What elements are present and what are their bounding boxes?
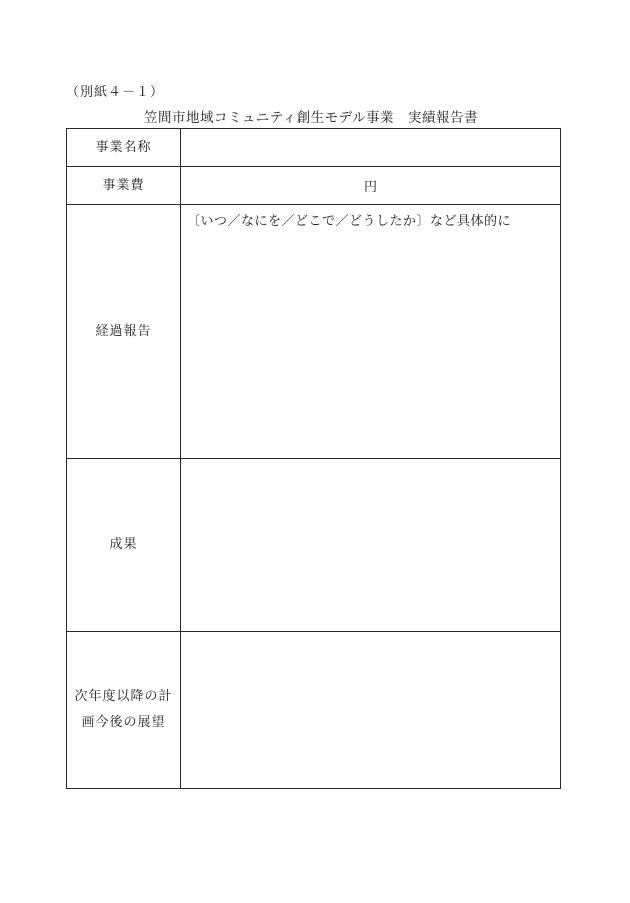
future-plan-label-line1: 次年度以降の計	[74, 689, 173, 704]
project-cost-unit: 円	[363, 180, 377, 195]
row-results	[67, 459, 561, 632]
project-name-field[interactable]	[181, 129, 561, 167]
project-cost-field[interactable]	[181, 167, 561, 205]
document-title: 笠間市地域コミュニティ創生モデル事業 実績報告書	[144, 110, 478, 126]
report-form-table	[66, 128, 561, 789]
progress-report-field[interactable]	[181, 205, 561, 459]
results-field[interactable]	[181, 459, 561, 632]
project-name-label: 事業名称	[67, 129, 181, 167]
progress-report-hint: 〔いつ／なにを／どこで／どうしたか〕など具体的に	[187, 214, 512, 229]
future-plan-field[interactable]	[181, 632, 561, 789]
row-future-plan	[67, 632, 561, 789]
row-project-name	[67, 129, 561, 167]
row-project-cost	[67, 167, 561, 205]
future-plan-label-line2: 画今後の展望	[81, 715, 166, 730]
progress-report-label: 経過報告	[67, 205, 181, 459]
annex-label: （別紙４－１）	[66, 85, 165, 100]
row-progress-report	[67, 205, 561, 459]
results-label: 成果	[67, 459, 181, 632]
future-plan-label	[67, 632, 181, 789]
project-cost-label: 事業費	[67, 167, 181, 205]
